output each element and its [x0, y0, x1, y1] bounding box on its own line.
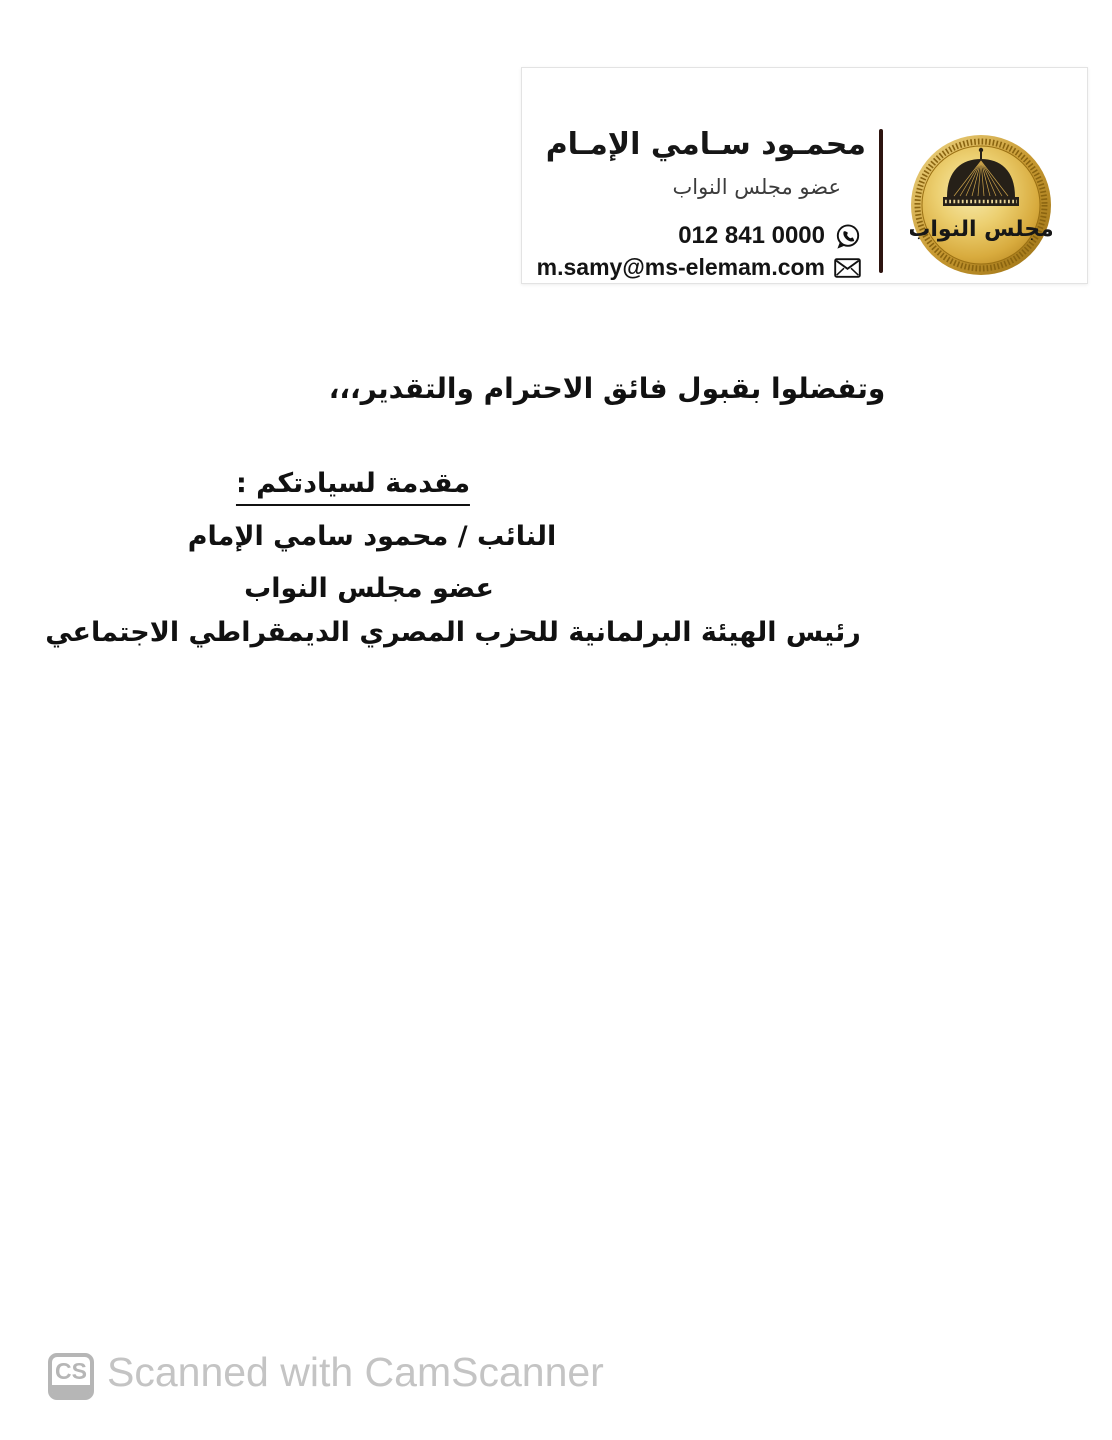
letterhead-divider	[879, 129, 883, 273]
seal-text: مجلس النواب	[910, 217, 1052, 242]
camscanner-icon	[48, 1353, 94, 1400]
phone-number: 012 841 0000	[678, 222, 825, 249]
presented-to-text: مقدمة لسيادتكم :	[236, 468, 470, 506]
camscanner-watermark: Scanned with CamScanner	[107, 1349, 604, 1395]
signatory-name-line: النائب / محمود سامي الإمام	[187, 521, 557, 552]
closing-line: وتفضلوا بقبول فائق الاحترام والتقدير،،،	[328, 372, 886, 405]
letterhead-name: محمـود سـامي الإمـام	[545, 127, 866, 162]
letterhead-role: عضو مجلس النواب	[672, 175, 841, 199]
presented-to-line	[236, 468, 470, 500]
camscanner-icon-bar	[52, 1385, 90, 1396]
signatory-party-line: رئيس الهيئة البرلمانية للحزب المصري الديمقراطي الاجتماعي	[45, 617, 861, 648]
letterhead-email-row	[537, 254, 861, 281]
envelope-icon	[834, 258, 861, 278]
camscanner-icon-label: CS	[55, 1358, 87, 1384]
letterhead-phone-row	[678, 222, 861, 250]
letterhead-card	[521, 67, 1088, 284]
parliament-seal-logo	[910, 134, 1052, 276]
email-address: m.samy@ms-elemam.com	[536, 254, 825, 280]
whatsapp-icon	[834, 223, 861, 250]
signatory-role-line: عضو مجلس النواب	[244, 573, 494, 604]
